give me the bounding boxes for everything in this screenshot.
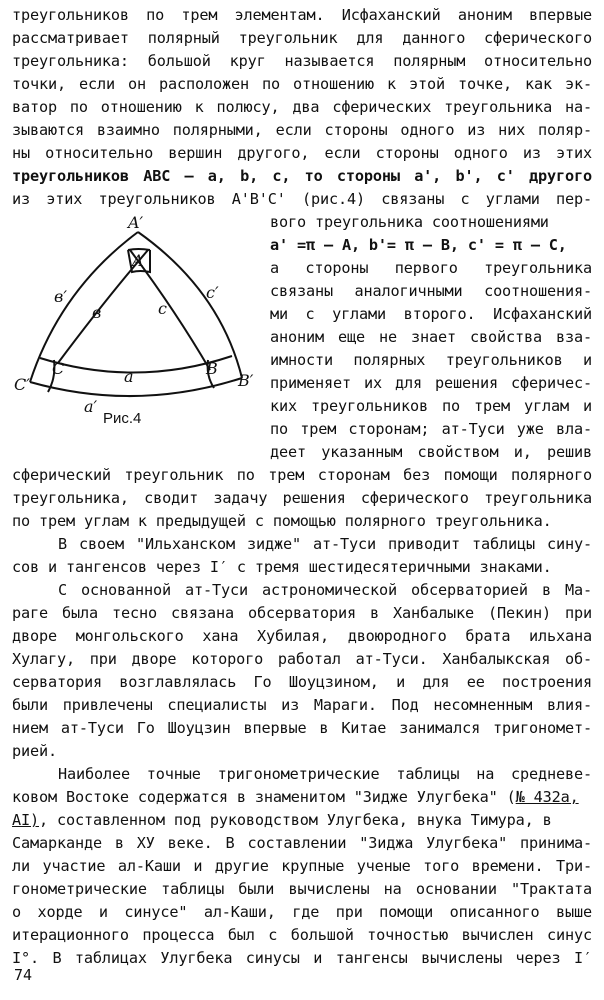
text-line: ны относительно вершин другого, если стороны одного из этих [12,144,592,162]
text-line: треугольника, сводит задачу решения сферического треугольника [12,489,592,507]
figure-caption: Рис.4 [103,410,142,427]
formula-line: a' =π – A, b'= π – B, c' = π – C, [270,236,567,254]
label-a-vertex: A [132,251,144,270]
text-line: дворе монгольского хана Хубилая, двоюродного брата ильхана [12,627,592,645]
text-line: ватор по отношению к полюсу, два сферических треугольника на- [12,98,592,116]
page-number: 74 [14,966,33,984]
text-segment: , составленном под руководством Улугбека, внука Тимура, в [38,811,552,829]
text-line: В своем "Ильханском зидже" ат-Туси приводит таблицы сину- [58,535,592,553]
text-line: треугольников по трем элементам. Исфаханский аноним впервые [12,6,592,24]
label-b-prime: в′ [54,287,67,306]
reference-link: AI) [12,811,39,829]
text-line: ли участие ал-Каши и другие крупные ученые того времени. Три- [12,857,592,875]
text-line: сов и тангенсов через I′ с тремя шестидесятеричными знаками. [12,558,552,576]
outer-side-right [138,232,242,378]
text-line: рассматривает полярный треугольник для данного сферического [12,29,592,47]
text-line [12,809,592,832]
label-c-vertex: C [52,359,65,378]
text-line: С основанной ат-Туси астрономической обсерваторией в Ма- [58,581,592,599]
text-line: сферический треугольник по трем сторонам без помощи полярного [12,466,592,484]
text-line: гонометрические таблицы были вычислены на основании "Трактата [12,880,592,898]
label-b-prime-vertex: В′ [238,371,254,390]
text-line: деет указанным свойством и, решив [270,443,592,461]
label-c: c [158,299,167,318]
text-line: по трем углам к предыдущей с помощью полярного треугольника. [12,512,552,530]
label-b-vertex: В [206,359,218,378]
text-line: треугольника: большой круг называется полярным относительно [12,52,592,70]
label-b: в [92,303,102,322]
text-line: вого треугольника соотношениями [270,213,549,231]
text-line: а стороны первого треугольника [270,259,592,277]
text-line: Наиболее точные тригонометрические таблицы на средневе- [58,765,592,783]
text-line: Самарканде в ХУ веке. В составлении "Зиджа Улугбека" принима- [12,834,592,852]
text-line [12,786,592,809]
text-line: о хорде и синусе" ал-Каши, где при помощи описанного выше [12,903,592,921]
text-line: связаны аналогичными соотношения- [270,282,592,300]
inner-arc-a-top [128,249,150,250]
label-a-prime: A′ [128,213,144,232]
text-line: применяет их для решения сферичес- [270,374,592,392]
text-segment: ковом Востоке содержатся в знаменитом "Зидже Улугбека" ( [12,788,516,806]
label-c-prime: c′ [206,283,219,302]
text-line: серватория возглавлялась Го Шоуцзином, и для ее построения [12,673,592,691]
text-line: раге была тесно связана обсерватория в Ханбалыке (Пекин) при [12,604,592,622]
text-line: зываются взаимно полярными, если стороны одного из них поляр- [12,121,592,139]
text-line: итерационного процесса был с большой точностью вычислен синус [12,926,592,944]
polar-triangle-figure [10,210,270,440]
text-line: ких треугольников по трем углам и [270,397,592,415]
text-line: I°. В таблицах Улугбека синусы и тангенсы вычислены через I′ [12,949,592,967]
text-line: были привлечены специалисты из Мараги. Под несомненным влия- [12,696,592,714]
reference-link: № 432а, [515,788,579,806]
text-line: рией. [12,742,57,760]
text-line: аноним еще не знает свойства вза- [270,328,592,346]
label-c-prime-vertex: C′ [14,375,30,394]
text-line: ми с углами второго. Исфаханский [270,305,592,323]
label-a-prime-side: a′ [84,397,98,416]
text-line: точки, если он расположен по отношению к этой точке, как эк- [12,75,592,93]
text-line: из этих треугольников A'B'C' (рис.4) связаны с углами пер- [12,190,592,208]
text-line: треугольников ABC – a, b, c, то стороны a', b', c' другого [12,167,592,185]
text-line: Хулагу, при дворе которого работал ат-Туси. Ханбалыкская об- [12,650,592,668]
text-line: по трем сторонам; ат-Туси уже вла- [270,420,592,438]
label-a-side: a [124,367,134,386]
text-line: нием ат-Туси Го Шоуцзин впервые в Китае занимался тригономет- [12,719,592,737]
text-line: имности полярных треугольников и [270,351,592,369]
